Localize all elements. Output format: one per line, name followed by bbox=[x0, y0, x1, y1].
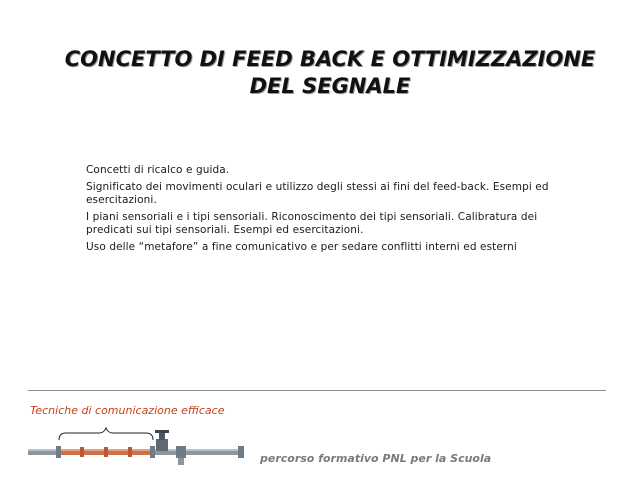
pipe-with-valve-icon bbox=[26, 424, 248, 468]
bullet-item: Concetti di ricalco e guida. bbox=[86, 164, 230, 176]
footer-program-label: percorso formativo PNL per la Scuola bbox=[260, 452, 492, 465]
footer-divider bbox=[28, 390, 606, 391]
slide-title-line-1: CONCETTO DI FEED BACK E OTTIMIZZAZIONE bbox=[64, 47, 596, 71]
bullet-item: I piani sensoriali e i tipi sensoriali. Riconoscimento dei tipi sensoriali. Calibratura dei predicati sui tipi sensoriali. Esempi ed esercitazioni. bbox=[86, 211, 538, 236]
footer-course-title: Tecniche di comunicazione efficace bbox=[30, 404, 225, 417]
bullet-item: Significato dei movimenti oculari e utilizzo degli stessi ai fini del feed-back. Esempi ed esercitazioni. bbox=[86, 181, 549, 206]
slide-title-line-2: DEL SEGNALE bbox=[249, 74, 411, 98]
bullet-list bbox=[86, 164, 566, 258]
bullet-item: Uso delle “metafore” a fine comunicativo e per sedare conflitti interni ed esterni bbox=[86, 241, 517, 253]
slide-title bbox=[30, 46, 630, 100]
